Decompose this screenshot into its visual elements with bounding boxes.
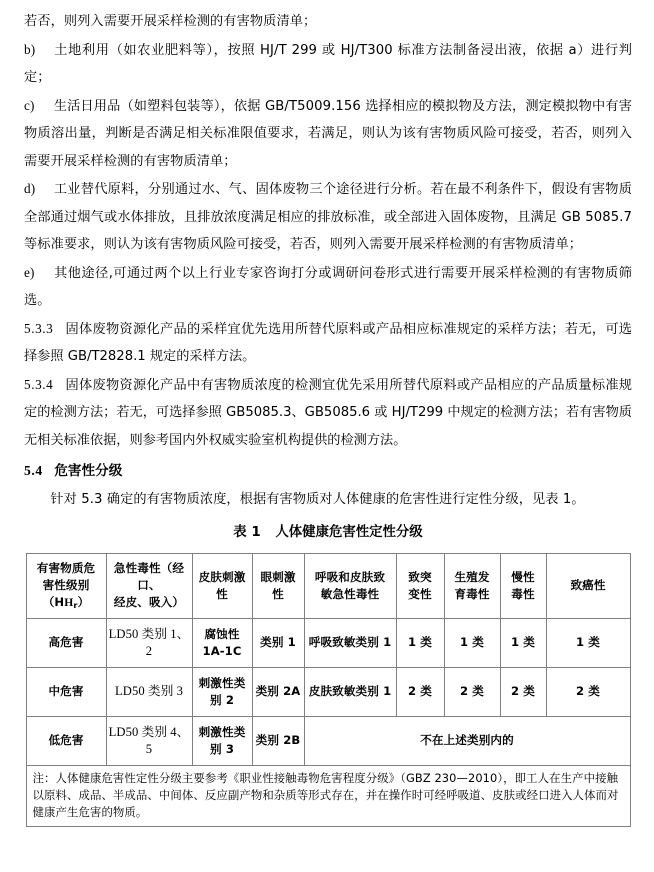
paragraph-item-c (24, 92, 632, 176)
cell-carcino-high: 1 类 (546, 618, 630, 667)
table-row-high-hazard (26, 618, 630, 667)
column-header-chronic-toxicity (500, 553, 546, 618)
column-header-skin-irritation (192, 553, 252, 618)
cell-repro-high: 1 类 (444, 618, 500, 667)
table-caption-title: 人体健康危害性定性分级 (275, 524, 423, 540)
table-caption (24, 521, 632, 545)
table-note: 注：人体健康危害性定性分级主要参考《职业性接触毒物危害程度分级》（GBZ 230—2010），即工人在生产中接触以原料、成品、半成品、中间体、反应副产物和杂质等形式存在，并在操作时可经呼吸道、皮肤或经口进入人体而对健康产生危害的物质。 (26, 765, 630, 826)
column-header-mutagen-line2: 变性 (408, 586, 432, 601)
column-header-grade (26, 553, 106, 618)
cell-repro-medium: 2 类 (444, 667, 500, 716)
cell-skin-medium: 刺激性类别 2 (192, 667, 252, 716)
hazard-grading-table (26, 553, 631, 827)
column-header-grade-symbol: H (64, 595, 74, 609)
paragraph-item-d (24, 175, 632, 259)
table-row-low-hazard (26, 716, 630, 765)
column-header-grade-line2: 害性级别 (42, 577, 90, 592)
column-header-eye-line2: 性 (272, 586, 284, 601)
paragraph-item-b-text: 土地利用（如农业肥料等），按照 HJ/T 299 或 HJ/T300 标准方法制备浸出液，依据 a）进行判定； (24, 42, 632, 85)
section-5-3-4-text: 固体废物资源化产品中有害物质浓度的检测宜优先采用所替代原料或产品相应的产品质量标准规定的检测方法；若无，可选择参照 GB5085.3、GB5085.6 或 HJ/T299 中规定的检测方法；若有害物质无相关标准依据，则参考国内外权威实验室机构提供的检测方法。 (24, 377, 632, 448)
cell-chronic-high: 1 类 (500, 618, 546, 667)
column-header-carcino-line1: 致癌性 (570, 578, 606, 592)
cell-eye-high: 类别 1 (252, 618, 304, 667)
column-header-mutagen-line1: 致突 (408, 569, 432, 584)
section-5-3-3-text: 固体废物资源化产品的采样宜优先选用所替代原料或产品相应标准规定的采样方法；若无，可选择参照 GB/T2828.1 规定的采样方法。 (24, 321, 632, 364)
column-header-grade-subscript: r (73, 599, 78, 610)
column-header-grade-line5: ） (77, 594, 90, 609)
column-header-skin-line2: 性 (216, 586, 228, 601)
cell-eye-low: 类别 2B (252, 716, 304, 765)
heading-5-4-title: 危害性分级 (54, 463, 123, 479)
cell-mutagen-high: 1 类 (396, 618, 444, 667)
column-header-eye-line1: 眼刺激 (260, 569, 296, 584)
column-header-mutagenicity (396, 553, 444, 618)
cell-sens-high: 呼吸致敏类别 1 (304, 618, 396, 667)
cell-carcino-medium: 2 类 (546, 667, 630, 716)
cell-chronic-medium: 2 类 (500, 667, 546, 716)
paragraph-item-e (24, 259, 632, 315)
cell-sens-medium: 皮肤致敏类别 1 (304, 667, 396, 716)
heading-5-4 (24, 456, 632, 486)
section-5-3-4 (24, 371, 632, 455)
cell-merged-low: 不在上述类别内的 (304, 716, 630, 765)
section-5-3-4-number: 5.3.4 (24, 376, 54, 392)
column-header-reproductive-toxicity (444, 553, 500, 618)
column-header-chronic-line2: 毒性 (511, 586, 535, 601)
list-marker-e: e) (24, 264, 35, 280)
paragraph-item-c-text: 生活日用品（如塑料包装等），依据 GB/T5009.156 选择相应的模拟物及方法，测定模拟物中有害物质溶出量，判断是否满足相关标准限值要求，若满足，则认为该有害物质风险可接受，若否，则列入需要开展采样检测的有害物质清单； (24, 98, 632, 169)
cell-grade-medium: 中危害 (26, 667, 106, 716)
cell-eye-medium: 类别 2A (252, 667, 304, 716)
column-header-eye-irritation (252, 553, 304, 618)
section-5-3-3-number: 5.3.3 (24, 320, 54, 336)
column-header-sens-line1: 呼吸和皮肤致 (314, 569, 386, 584)
cell-acute-medium: LD50 类别 3 (106, 667, 192, 716)
paragraph-a-continuation: 若否，则列入需要开展采样检测的有害物质清单； (24, 14, 317, 29)
paragraph-item-e-text: 其他途径,可通过两个以上行业专家咨询打分或调研问卷形式进行需要开展采样检测的有害物质筛选。 (24, 265, 632, 308)
column-header-acute-toxicity (106, 553, 192, 618)
paragraph-item-b (24, 36, 632, 92)
column-header-sens-line2: 敏急性毒性 (320, 586, 380, 601)
column-header-repro-line1: 生殖发 (454, 569, 490, 584)
column-header-grade-line1: 有害物质危 (36, 560, 96, 575)
column-header-grade-line3: （H (42, 594, 65, 609)
column-header-carcinogenicity (546, 553, 630, 618)
cell-skin-low: 刺激性类别 3 (192, 716, 252, 765)
column-header-repro-line2: 育毒性 (454, 586, 490, 601)
column-header-acute-line1: 急性毒性（经口、 (113, 561, 185, 592)
table-caption-number: 表 1 (233, 524, 261, 540)
lead-paragraph: 针对 5.3 确定的有害物质浓度，根据有害物质对人体健康的危害性进行定性分级，见表 1。 (50, 492, 585, 507)
cell-acute-low: LD50 类别 4、5 (106, 716, 192, 765)
cell-mutagen-medium: 2 类 (396, 667, 444, 716)
cell-grade-low: 低危害 (26, 716, 106, 765)
section-5-3-3 (24, 315, 632, 371)
column-header-skin-line1: 皮肤刺激 (198, 569, 246, 584)
column-header-sensitization (304, 553, 396, 618)
list-marker-c: c) (24, 97, 35, 113)
cell-grade-high: 高危害 (26, 618, 106, 667)
cell-skin-high: 腐蚀性 1A-1C (192, 618, 252, 667)
list-marker-d: d) (24, 181, 36, 196)
list-marker-b: b) (24, 41, 36, 57)
heading-5-4-number: 5.4 (24, 463, 43, 478)
table-header-row (26, 553, 630, 618)
column-header-chronic-line1: 慢性 (511, 569, 535, 584)
paragraph-item-d-text: 工业替代原料，分别通过水、气、固体废物三个途径进行分析。若在最不利条件下，假设有害物质全部通过烟气或水体排放，且排放浓度满足相应的排放标准，或全部进入固体废物，且满足 GB 5085.7 等标准要求，则认为该有害物质风险可接受，若否，则列入需要开展采样检测的有害物质清单； (24, 182, 632, 252)
table-row-medium-hazard (26, 667, 630, 716)
cell-acute-high: LD50 类别 1、2 (106, 618, 192, 667)
table-note-row (26, 765, 630, 826)
column-header-acute-line2: 经皮、吸入） (113, 595, 185, 609)
